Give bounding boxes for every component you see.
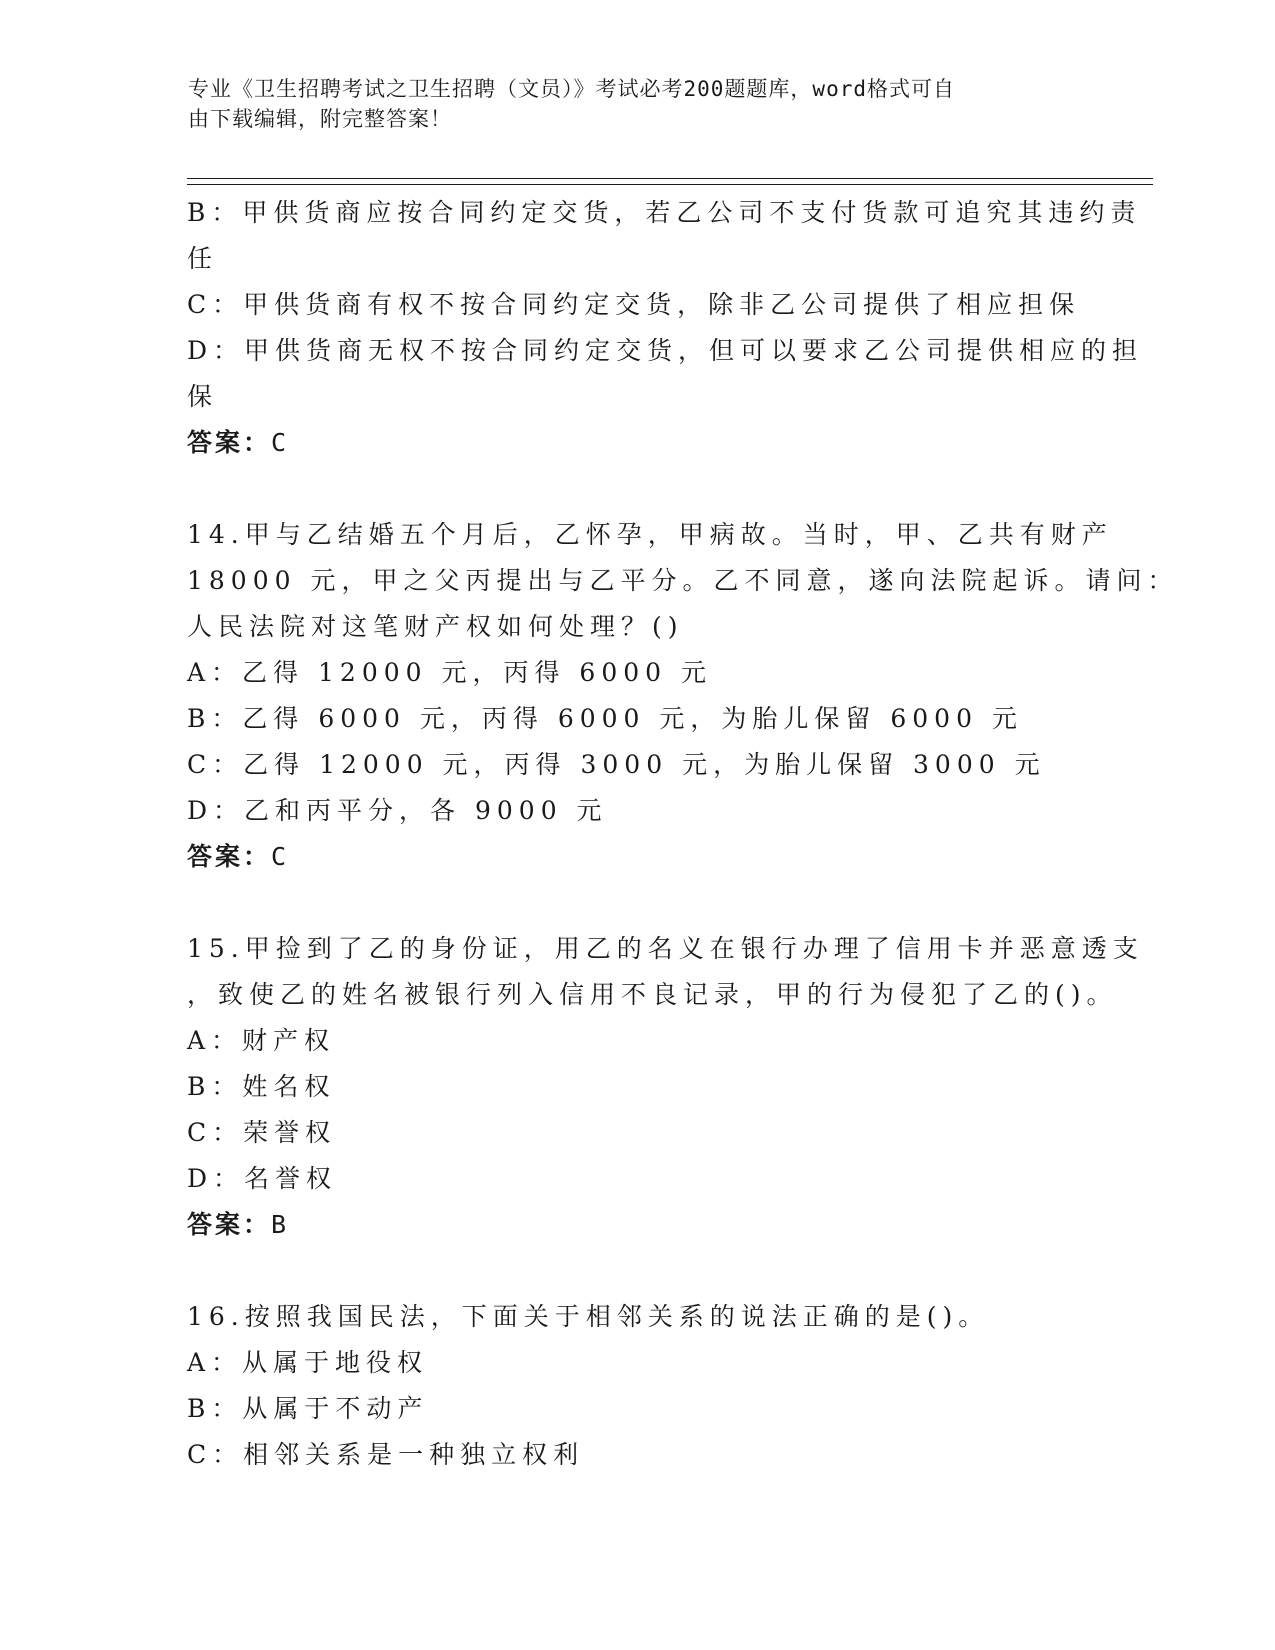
question-stem: ，致使乙的姓名被银行列入信用不良记录，甲的行为侵犯了乙的()。 bbox=[187, 980, 1118, 1009]
option-b: B：姓名权 bbox=[187, 1072, 336, 1101]
question-15 bbox=[187, 926, 1144, 1248]
answer-label: 答案： bbox=[187, 842, 272, 871]
header-line-2: 由下载编辑，附完整答案！ bbox=[188, 107, 452, 131]
option-c: C：相邻关系是一种独立权利 bbox=[187, 1440, 585, 1469]
option-b: B：甲供货商应按合同约定交货，若乙公司不支付货款可追究其违约责 bbox=[187, 198, 1142, 227]
spacer bbox=[187, 880, 1087, 926]
document-header bbox=[188, 74, 1068, 134]
question-stem: 16.按照我国民法，下面关于相邻关系的说法正确的是()。 bbox=[187, 1302, 990, 1331]
option-b-continued: 任 bbox=[187, 244, 219, 273]
option-d-continued: 保 bbox=[187, 382, 219, 411]
question-stem: 18000 元，甲之父丙提出与乙平分。乙不同意，遂向法院起诉。请问： bbox=[187, 566, 1179, 595]
option-c: C：甲供货商有权不按合同约定交货，除非乙公司提供了相应担保 bbox=[187, 290, 1081, 319]
answer bbox=[187, 1202, 1087, 1248]
document-body bbox=[187, 190, 1179, 1478]
question-16 bbox=[187, 1294, 1087, 1478]
question-stem: 15.甲捡到了乙的身份证，用乙的名义在银行办理了信用卡并恶意透支 bbox=[187, 934, 1144, 963]
question-14 bbox=[187, 512, 1179, 880]
answer-value: C bbox=[271, 428, 290, 457]
answer-label: 答案： bbox=[187, 428, 272, 457]
question-13-continuation bbox=[187, 190, 1144, 466]
option-c: C：荣誉权 bbox=[187, 1118, 337, 1147]
option-b: B：从属于不动产 bbox=[187, 1394, 429, 1423]
answer bbox=[187, 834, 1087, 880]
spacer bbox=[187, 466, 1087, 512]
option-d: D：乙和丙平分，各 9000 元 bbox=[187, 796, 608, 825]
option-a: A：从属于地役权 bbox=[187, 1348, 429, 1377]
question-stem: 14.甲与乙结婚五个月后，乙怀孕，甲病故。当时，甲、乙共有财产 bbox=[187, 520, 1113, 549]
header-divider-top bbox=[187, 178, 1153, 179]
header-line-1: 专业《卫生招聘考试之卫生招聘（文员）》考试必考200题题库，word格式可自 bbox=[188, 77, 955, 101]
answer-label: 答案： bbox=[187, 1210, 272, 1239]
option-c: C：乙得 12000 元，丙得 3000 元，为胎儿保留 3000 元 bbox=[187, 750, 1046, 779]
answer-value: B bbox=[271, 1210, 290, 1239]
option-a: A：乙得 12000 元，丙得 6000 元 bbox=[187, 658, 712, 687]
option-a: A：财产权 bbox=[187, 1026, 336, 1055]
question-stem: 人民法院对这笔财产权如何处理？() bbox=[187, 612, 684, 641]
header-divider-bottom bbox=[187, 184, 1153, 185]
option-d: D：名誉权 bbox=[187, 1164, 338, 1193]
option-b: B：乙得 6000 元，丙得 6000 元，为胎儿保留 6000 元 bbox=[187, 704, 1023, 733]
spacer bbox=[187, 1248, 1087, 1294]
option-d: D：甲供货商无权不按合同约定交货，但可以要求乙公司提供相应的担 bbox=[187, 336, 1144, 365]
answer-value: C bbox=[271, 842, 290, 871]
answer bbox=[187, 420, 1087, 466]
